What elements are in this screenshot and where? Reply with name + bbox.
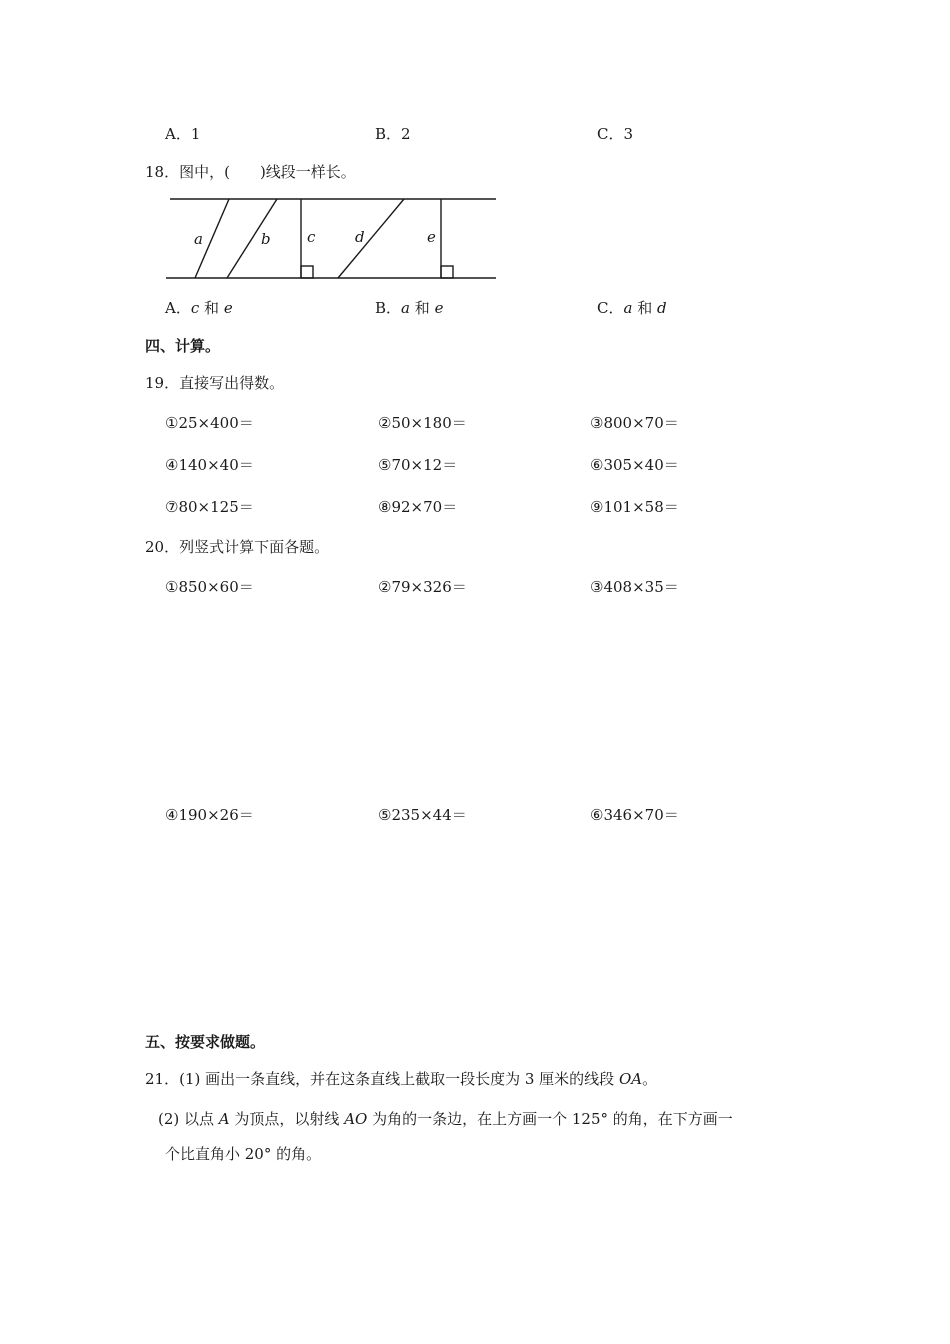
section5-title: 五、按要求做题。: [145, 1033, 266, 1051]
q18-option-b: B．a 和 e: [375, 299, 444, 317]
q20-item-5: ⑤235×44＝: [378, 806, 467, 824]
q21-part2-cont: 个比直角小 20° 的角。: [165, 1145, 322, 1163]
q20-stem: 20．列竖式计算下面各题。: [145, 538, 330, 556]
q17-option-c: C．3: [597, 125, 634, 143]
q19-item-2: ②50×180＝: [378, 414, 467, 432]
q20-item-1: ①850×60＝: [165, 578, 254, 596]
right-angle-mark-e: [441, 266, 453, 278]
q20-item-4: ④190×26＝: [165, 806, 254, 824]
label-c: c: [307, 228, 316, 246]
q19-item-1: ①25×400＝: [165, 414, 254, 432]
q19-item-5: ⑤70×12＝: [378, 456, 458, 474]
q21-part2: (2) 以点 A 为顶点，以射线 AO 为角的一条边，在上方画一个 125° 的角，在下方画一: [158, 1110, 733, 1128]
q18-stem: 18．图中，( )线段一样长。: [145, 163, 356, 181]
q21-part1: 21．(1) 画出一条直线，并在这条直线上截取一段长度为 3 厘米的线段 OA。: [145, 1070, 658, 1088]
q19-item-4: ④140×40＝: [165, 456, 254, 474]
q19-item-9: ⑨101×58＝: [590, 498, 679, 516]
q19-item-6: ⑥305×40＝: [590, 456, 679, 474]
q19-item-8: ⑧92×70＝: [378, 498, 458, 516]
right-angle-mark-c: [301, 266, 313, 278]
label-e: e: [427, 228, 436, 246]
q19-item-3: ③800×70＝: [590, 414, 679, 432]
label-d: d: [355, 228, 365, 246]
q19-item-7: ⑦80×125＝: [165, 498, 254, 516]
q18-option-a: A．c 和 e: [165, 299, 233, 317]
section4-title: 四、计算。: [145, 337, 221, 355]
q18-option-c: C．a 和 d: [597, 299, 667, 317]
q20-item-2: ②79×326＝: [378, 578, 467, 596]
q19-stem: 19．直接写出得数。: [145, 374, 285, 392]
q18-figure: [0, 0, 950, 300]
q17-option-a: A．1: [165, 125, 201, 143]
label-b: b: [261, 230, 271, 248]
label-a: a: [194, 230, 203, 248]
q20-item-3: ③408×35＝: [590, 578, 679, 596]
q20-item-6: ⑥346×70＝: [590, 806, 679, 824]
segment-d: [338, 199, 404, 278]
q17-option-b: B．2: [375, 125, 411, 143]
